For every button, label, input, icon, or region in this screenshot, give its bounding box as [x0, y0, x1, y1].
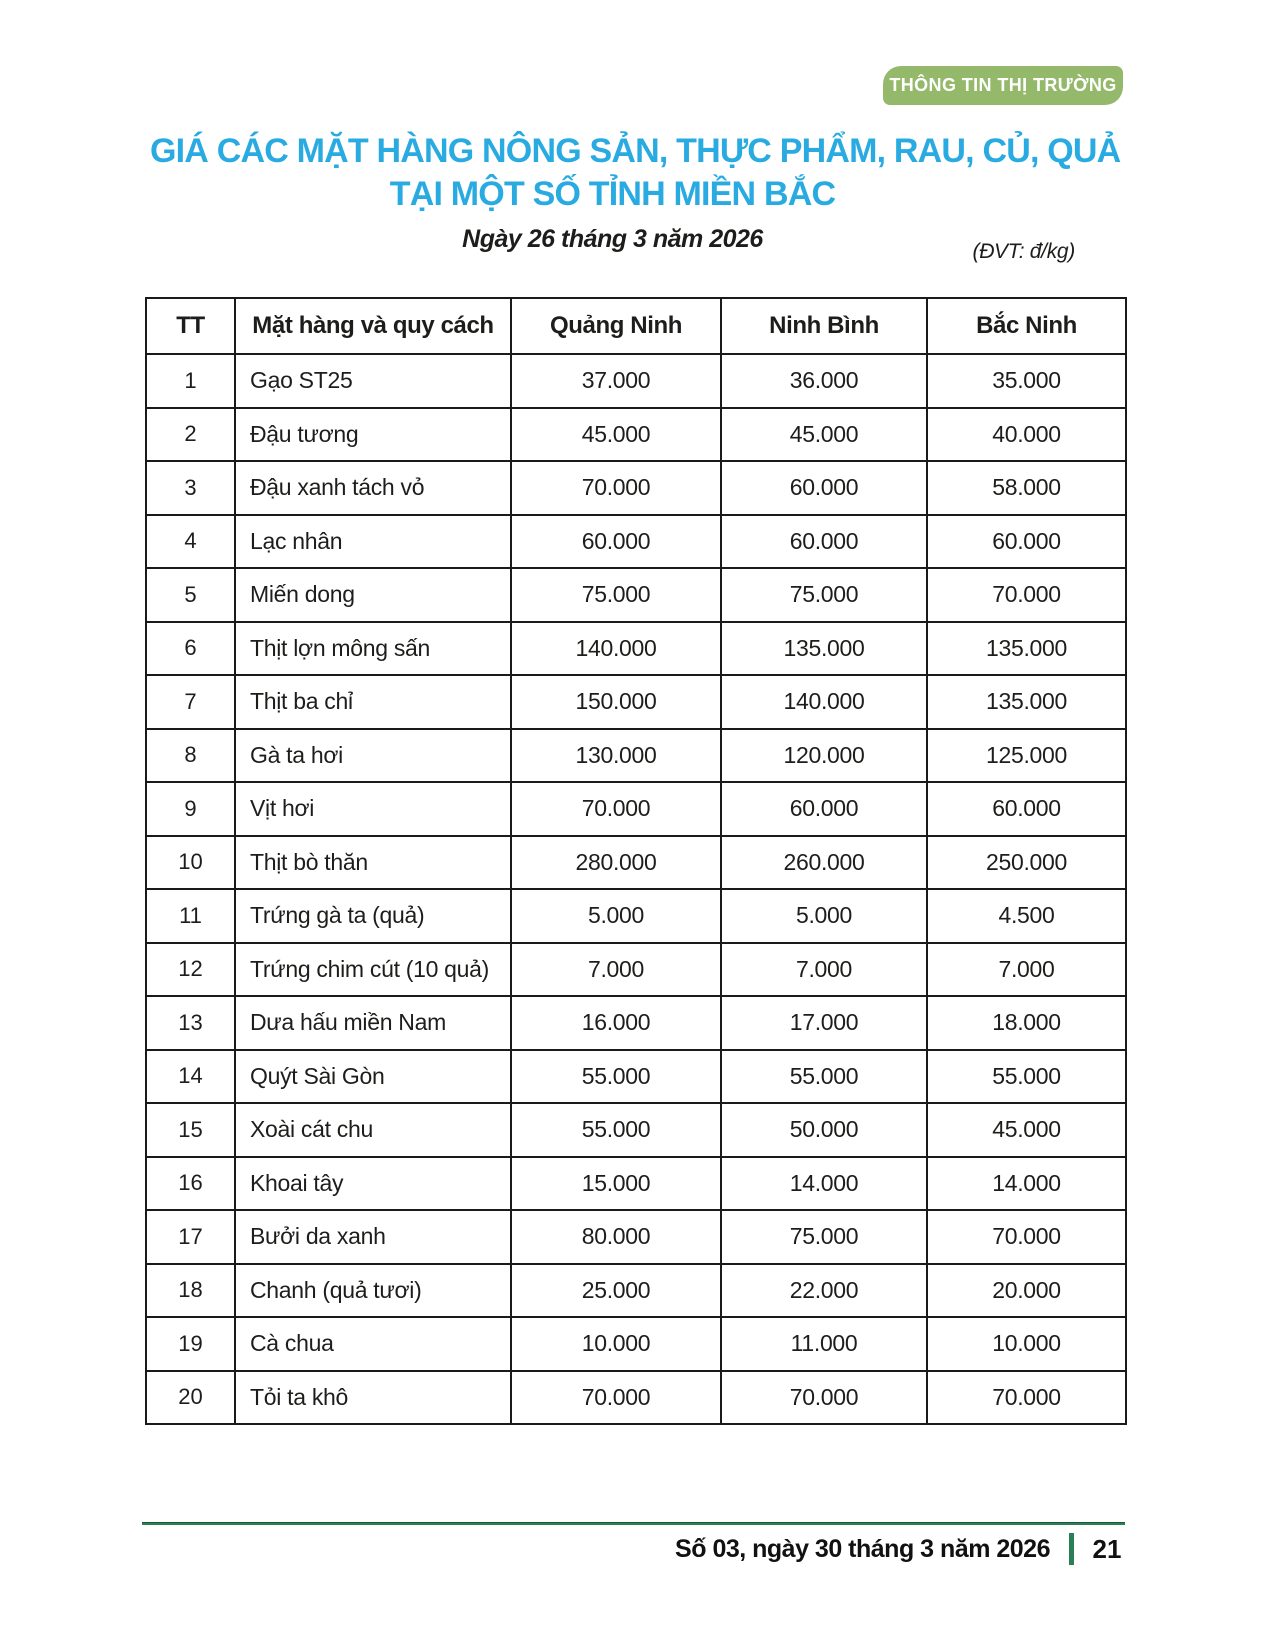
price-cell-ninh-binh: 22.000	[721, 1264, 927, 1318]
item-name-cell: Tỏi ta khô	[235, 1371, 511, 1425]
item-name-cell: Thịt bò thăn	[235, 836, 511, 890]
table-row	[146, 889, 1126, 943]
price-cell-quang-ninh: 16.000	[511, 996, 721, 1050]
row-index-cell: 10	[146, 836, 235, 890]
price-cell-quang-ninh: 5.000	[511, 889, 721, 943]
item-name-cell: Vịt hơi	[235, 782, 511, 836]
price-cell-ninh-binh: 50.000	[721, 1103, 927, 1157]
item-name-cell: Cà chua	[235, 1317, 511, 1371]
price-cell-ninh-binh: 11.000	[721, 1317, 927, 1371]
table-row	[146, 1264, 1126, 1318]
footer-divider	[1069, 1533, 1074, 1565]
price-cell-bac-ninh: 45.000	[927, 1103, 1126, 1157]
row-index-cell: 18	[146, 1264, 235, 1318]
row-index-cell: 14	[146, 1050, 235, 1104]
row-index-cell: 12	[146, 943, 235, 997]
column-header-item: Mặt hàng và quy cách	[235, 298, 511, 354]
item-name-cell: Đậu tương	[235, 408, 511, 462]
table-row	[146, 622, 1126, 676]
price-cell-quang-ninh: 150.000	[511, 675, 721, 729]
item-name-cell: Chanh (quả tươi)	[235, 1264, 511, 1318]
price-cell-ninh-binh: 70.000	[721, 1371, 927, 1425]
price-cell-bac-ninh: 40.000	[927, 408, 1126, 462]
price-cell-bac-ninh: 60.000	[927, 782, 1126, 836]
price-cell-bac-ninh: 58.000	[927, 461, 1126, 515]
page-title-line-2: TẠI MỘT SỐ TỈNH MIỀN BẮC	[389, 175, 836, 213]
price-cell-quang-ninh: 280.000	[511, 836, 721, 890]
price-cell-ninh-binh: 60.000	[721, 461, 927, 515]
price-cell-bac-ninh: 18.000	[927, 996, 1126, 1050]
price-cell-bac-ninh: 60.000	[927, 515, 1126, 569]
row-index-cell: 13	[146, 996, 235, 1050]
item-name-cell: Quýt Sài Gòn	[235, 1050, 511, 1104]
column-header-tt: TT	[146, 298, 235, 354]
table-row	[146, 675, 1126, 729]
page-number: 21	[1092, 1533, 1122, 1564]
price-cell-ninh-binh: 60.000	[721, 515, 927, 569]
item-name-cell: Trứng gà ta (quả)	[235, 889, 511, 943]
price-cell-quang-ninh: 70.000	[511, 782, 721, 836]
price-cell-bac-ninh: 70.000	[927, 568, 1126, 622]
table-row	[146, 515, 1126, 569]
price-cell-bac-ninh: 70.000	[927, 1210, 1126, 1264]
price-cell-quang-ninh: 60.000	[511, 515, 721, 569]
table-row	[146, 408, 1126, 462]
item-name-cell: Thịt ba chỉ	[235, 675, 511, 729]
footer-rule	[142, 1522, 1125, 1525]
price-cell-ninh-binh: 36.000	[721, 354, 927, 408]
price-table	[145, 297, 1127, 1425]
price-cell-ninh-binh: 60.000	[721, 782, 927, 836]
price-cell-ninh-binh: 14.000	[721, 1157, 927, 1211]
column-header-bac-ninh: Bắc Ninh	[927, 298, 1126, 354]
price-cell-quang-ninh: 80.000	[511, 1210, 721, 1264]
table-row	[146, 1157, 1126, 1211]
price-cell-bac-ninh: 135.000	[927, 675, 1126, 729]
price-cell-ninh-binh: 17.000	[721, 996, 927, 1050]
date-subtitle: Ngày 26 tháng 3 năm 2026	[462, 225, 763, 253]
price-cell-quang-ninh: 55.000	[511, 1050, 721, 1104]
price-cell-ninh-binh: 135.000	[721, 622, 927, 676]
item-name-cell: Đậu xanh tách vỏ	[235, 461, 511, 515]
table-header-row	[146, 298, 1126, 354]
row-index-cell: 6	[146, 622, 235, 676]
price-cell-quang-ninh: 130.000	[511, 729, 721, 783]
price-cell-ninh-binh: 260.000	[721, 836, 927, 890]
row-index-cell: 3	[146, 461, 235, 515]
price-cell-quang-ninh: 75.000	[511, 568, 721, 622]
item-name-cell: Gạo ST25	[235, 354, 511, 408]
price-cell-quang-ninh: 55.000	[511, 1103, 721, 1157]
table-row	[146, 1103, 1126, 1157]
table-row	[146, 1210, 1126, 1264]
unit-note: (ĐVT: đ/kg)	[972, 240, 1075, 263]
price-cell-ninh-binh: 140.000	[721, 675, 927, 729]
row-index-cell: 17	[146, 1210, 235, 1264]
item-name-cell: Miến dong	[235, 568, 511, 622]
price-cell-bac-ninh: 70.000	[927, 1371, 1126, 1425]
item-name-cell: Bưởi da xanh	[235, 1210, 511, 1264]
footer-issue-text: Số 03, ngày 30 tháng 3 năm 2026	[675, 1534, 1050, 1563]
price-cell-bac-ninh: 250.000	[927, 836, 1126, 890]
table-row	[146, 782, 1126, 836]
row-index-cell: 5	[146, 568, 235, 622]
table-row	[146, 1371, 1126, 1425]
row-index-cell: 2	[146, 408, 235, 462]
row-index-cell: 7	[146, 675, 235, 729]
item-name-cell: Trứng chim cút (10 quả)	[235, 943, 511, 997]
row-index-cell: 11	[146, 889, 235, 943]
price-cell-ninh-binh: 120.000	[721, 729, 927, 783]
item-name-cell: Gà ta hơi	[235, 729, 511, 783]
row-index-cell: 9	[146, 782, 235, 836]
price-cell-bac-ninh: 55.000	[927, 1050, 1126, 1104]
table-row	[146, 461, 1126, 515]
page-title-line-1: GIÁ CÁC MẶT HÀNG NÔNG SẢN, THỰC PHẨM, RAU, CỦ, QUẢ	[150, 132, 1121, 170]
price-cell-quang-ninh: 37.000	[511, 354, 721, 408]
heading-block	[150, 130, 1121, 254]
table-row	[146, 943, 1126, 997]
price-cell-bac-ninh: 20.000	[927, 1264, 1126, 1318]
price-cell-bac-ninh: 14.000	[927, 1157, 1126, 1211]
table-row	[146, 729, 1126, 783]
column-header-quang-ninh: Quảng Ninh	[511, 298, 721, 354]
item-name-cell: Khoai tây	[235, 1157, 511, 1211]
row-index-cell: 15	[146, 1103, 235, 1157]
item-name-cell: Lạc nhân	[235, 515, 511, 569]
price-cell-quang-ninh: 25.000	[511, 1264, 721, 1318]
row-index-cell: 19	[146, 1317, 235, 1371]
price-cell-ninh-binh: 5.000	[721, 889, 927, 943]
price-cell-quang-ninh: 45.000	[511, 408, 721, 462]
price-cell-ninh-binh: 7.000	[721, 943, 927, 997]
price-cell-quang-ninh: 10.000	[511, 1317, 721, 1371]
price-cell-quang-ninh: 15.000	[511, 1157, 721, 1211]
market-info-badge-label: THÔNG TIN THỊ TRƯỜNG	[889, 75, 1117, 95]
table-row	[146, 354, 1126, 408]
row-index-cell: 8	[146, 729, 235, 783]
table-row	[146, 568, 1126, 622]
price-cell-ninh-binh: 75.000	[721, 568, 927, 622]
item-name-cell: Xoài cát chu	[235, 1103, 511, 1157]
table-row	[146, 836, 1126, 890]
item-name-cell: Dưa hấu miền Nam	[235, 996, 511, 1050]
footer	[145, 1533, 1125, 1565]
price-cell-quang-ninh: 7.000	[511, 943, 721, 997]
table-row	[146, 1050, 1126, 1104]
price-cell-bac-ninh: 10.000	[927, 1317, 1126, 1371]
row-index-cell: 16	[146, 1157, 235, 1211]
price-cell-bac-ninh: 7.000	[927, 943, 1126, 997]
market-info-badge	[883, 66, 1123, 105]
price-cell-quang-ninh: 140.000	[511, 622, 721, 676]
price-cell-bac-ninh: 35.000	[927, 354, 1126, 408]
table-row	[146, 996, 1126, 1050]
price-cell-ninh-binh: 45.000	[721, 408, 927, 462]
row-index-cell: 20	[146, 1371, 235, 1425]
price-cell-ninh-binh: 75.000	[721, 1210, 927, 1264]
price-cell-quang-ninh: 70.000	[511, 461, 721, 515]
price-cell-bac-ninh: 125.000	[927, 729, 1126, 783]
price-cell-bac-ninh: 135.000	[927, 622, 1126, 676]
price-table-body	[146, 354, 1126, 1424]
item-name-cell: Thịt lợn mông sấn	[235, 622, 511, 676]
table-row	[146, 1317, 1126, 1371]
row-index-cell: 4	[146, 515, 235, 569]
price-cell-bac-ninh: 4.500	[927, 889, 1126, 943]
column-header-ninh-binh: Ninh Bình	[721, 298, 927, 354]
price-cell-ninh-binh: 55.000	[721, 1050, 927, 1104]
row-index-cell: 1	[146, 354, 235, 408]
price-cell-quang-ninh: 70.000	[511, 1371, 721, 1425]
